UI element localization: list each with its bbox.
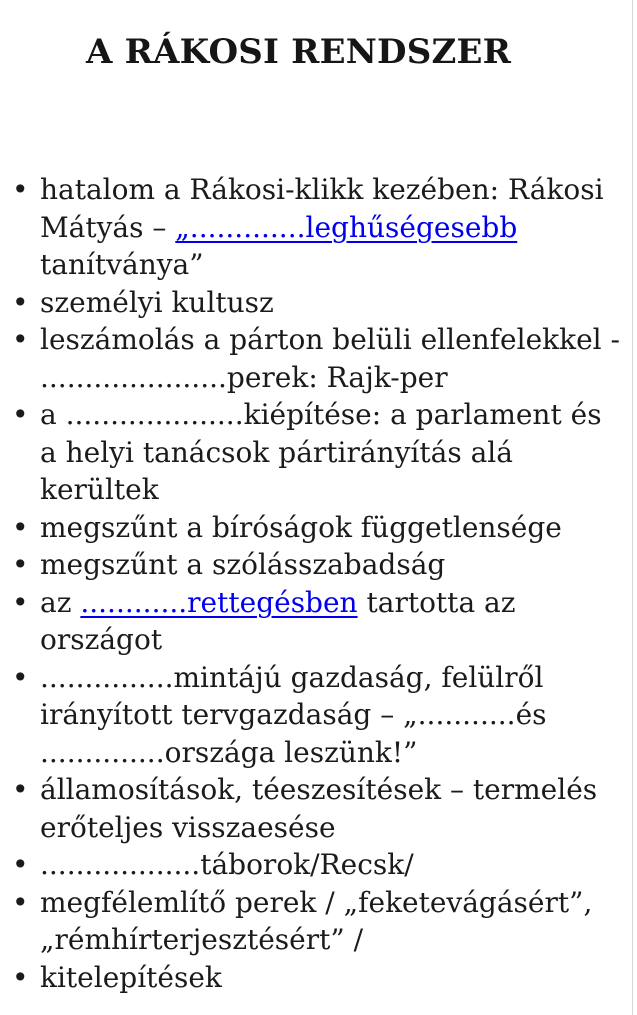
text-segment: leszámolás a párton belüli ellenfelekkel - .....................perek: Rajk-per <box>40 323 620 394</box>
list-item <box>0 171 625 284</box>
text-segment: a ....................kiépítése: a parlament és a helyi tanácsok pártirányítás alá kerültek <box>40 398 602 506</box>
text-segment: megszűnt a bíróságok függetlensége <box>40 510 562 544</box>
text-segment: államosítások, téeszesítések – termelés erőteljes visszaesése <box>40 773 598 844</box>
list-item <box>0 584 625 659</box>
text-segment: ..................táborok/Recsk/ <box>40 848 414 881</box>
list-item <box>0 546 625 584</box>
list-item <box>0 284 625 322</box>
blank-answer-link[interactable]: „.............leghűségesebb <box>175 210 518 244</box>
text-segment: az <box>40 585 81 619</box>
list-item <box>0 321 625 396</box>
notes-list <box>0 171 637 996</box>
list-item <box>0 771 625 846</box>
blank-answer-link[interactable]: ............rettegésben <box>80 585 358 619</box>
text-segment: megszűnt a szólásszabadság <box>40 548 446 581</box>
text-segment: ...............mintájú gazdaság, felülről irányított tervgazdaság – „...........és ..............országa leszünk!” <box>40 660 547 769</box>
text-segment: kitelepítések <box>40 960 222 994</box>
list-item <box>0 659 625 772</box>
list-item <box>0 884 625 959</box>
text-segment: tanítványa” <box>40 248 204 281</box>
list-item <box>0 846 625 884</box>
list-item <box>0 509 625 547</box>
list-item <box>0 396 625 509</box>
right-edge-divider <box>632 0 633 1015</box>
text-segment: megfélemlítő perek / „feketevágásért”, „rémhírterjesztésért” / <box>40 885 593 956</box>
page-title: A RÁKOSI RENDSZER <box>85 32 512 72</box>
text-segment: személyi kultusz <box>40 285 274 319</box>
list-item <box>0 959 625 997</box>
text-segment: tartotta az országot <box>40 585 516 656</box>
text-segment: hatalom a Rákosi-klikk kezében: Rákosi Mátyás – <box>40 173 604 244</box>
